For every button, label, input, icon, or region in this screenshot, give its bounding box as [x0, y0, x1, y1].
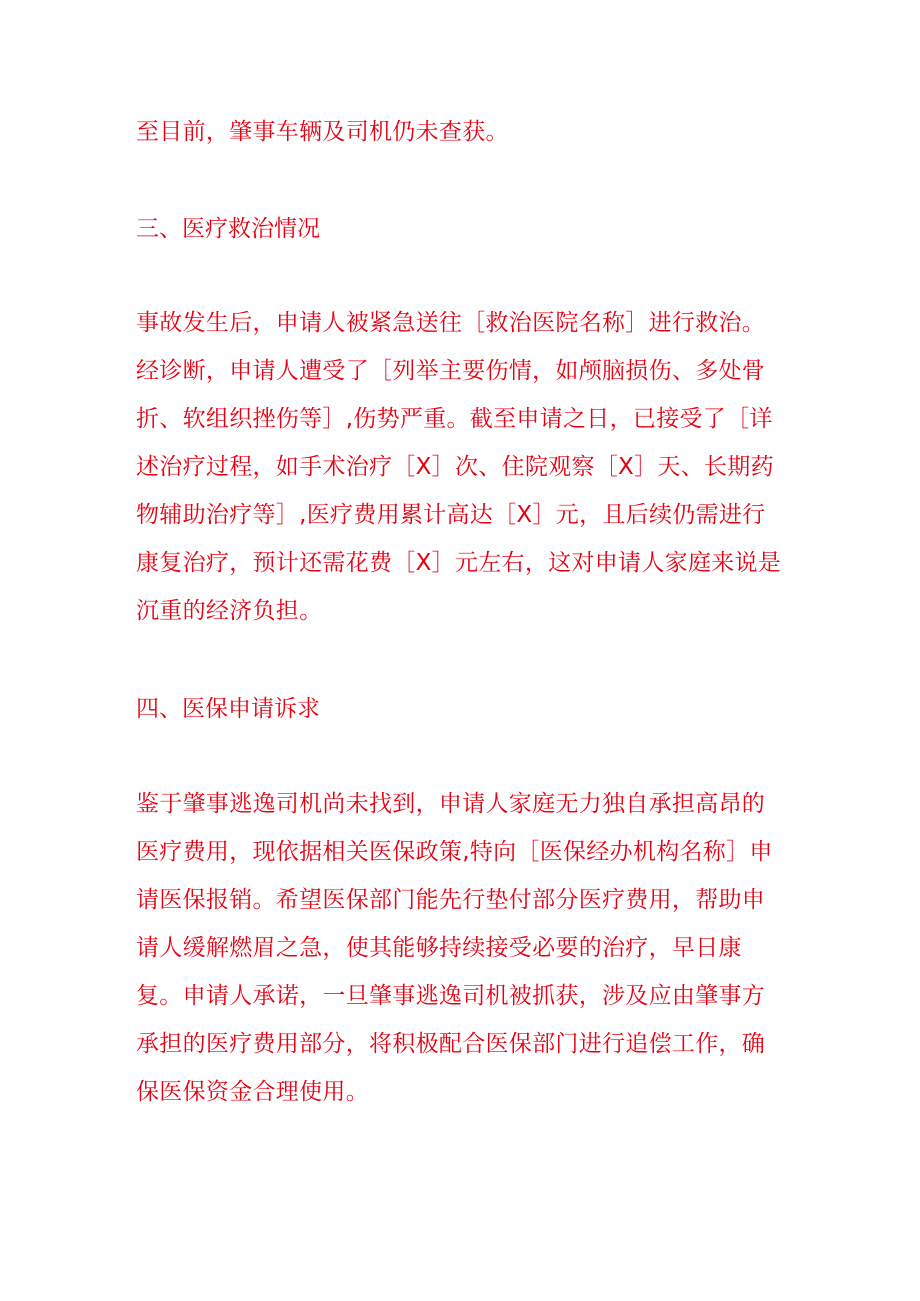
opening-paragraph: 至目前，肇事车辆及司机仍未查获。	[136, 119, 509, 145]
section-3-heading: 三、医疗救治情况	[136, 216, 320, 242]
section-3-paragraph: 事故发生后，申请人被紧急送往［救治医院名称］进行救治。经诊断，申请人遭受了［列举主要伤情，如颅脑损伤、多处骨折、软组织挫伤等］,伤势严重。截至申请之日，已接受了［详述治疗过程，如手术治疗［X］次、住院观察［X］天、长期药物辅助治疗等］,医疗费用累计高达［X］元，且后续仍需进行康复治疗，预计还需花费［X］元左右，这对申请人家庭来说是沉重的经济负担。	[136, 310, 782, 624]
section-4-heading: 四、医保申请诉求	[136, 696, 320, 722]
section-4-paragraph: 鉴于肇事逃逸司机尚未找到，申请人家庭无力独自承担高昂的医疗费用，现依据相关医保政策,特向［医保经办机构名称］申请医保报销。希望医保部门能先行垫付部分医疗费用，帮助申请人缓解燃眉之急，使其能够持续接受必要的治疗，早日康复。申请人承诺，一旦肇事逃逸司机被抓获，涉及应由肇事方承担的医疗费用部分，将积极配合医保部门进行追偿工作，确保医保资金合理使用。	[136, 791, 773, 1105]
